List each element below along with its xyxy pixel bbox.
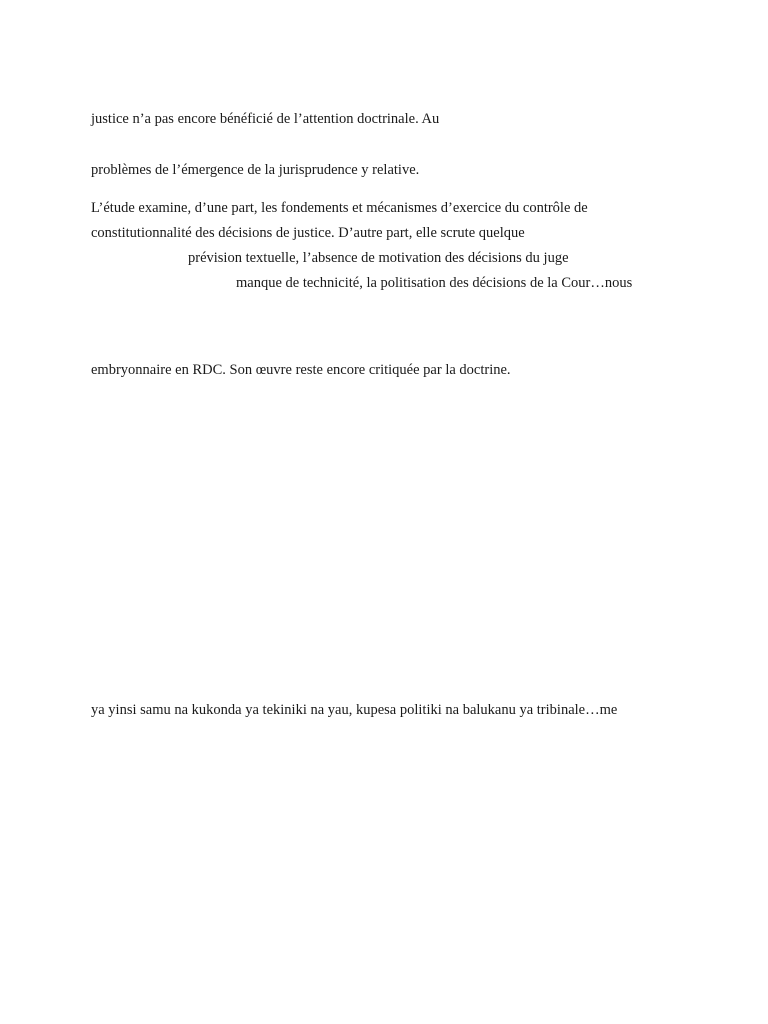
text-line: manque de technicité, la politisation des décisions de la Cour…nous [236, 275, 633, 291]
text-line: embryonnaire en RDC. Son œuvre reste encore critiquée par la doctrine. [91, 362, 511, 378]
text-line: problèmes de l’émergence de la jurisprudence y relative. [91, 162, 420, 178]
text-line: prévision textuelle, l’absence de motivation des décisions du juge [188, 250, 569, 266]
text-line: ya yinsi samu na kukonda ya tekiniki na yau, kupesa politiki na balukanu ya tribinale…me [91, 702, 618, 718]
text-line: constitutionnalité des décisions de justice. D’autre part, elle scrute quelque [91, 225, 525, 241]
text-line: justice n’a pas encore bénéficié de l’attention doctrinale. Au [91, 111, 440, 127]
text-line: L’étude examine, d’une part, les fondements et mécanismes d’exercice du contrôle de [91, 200, 588, 216]
